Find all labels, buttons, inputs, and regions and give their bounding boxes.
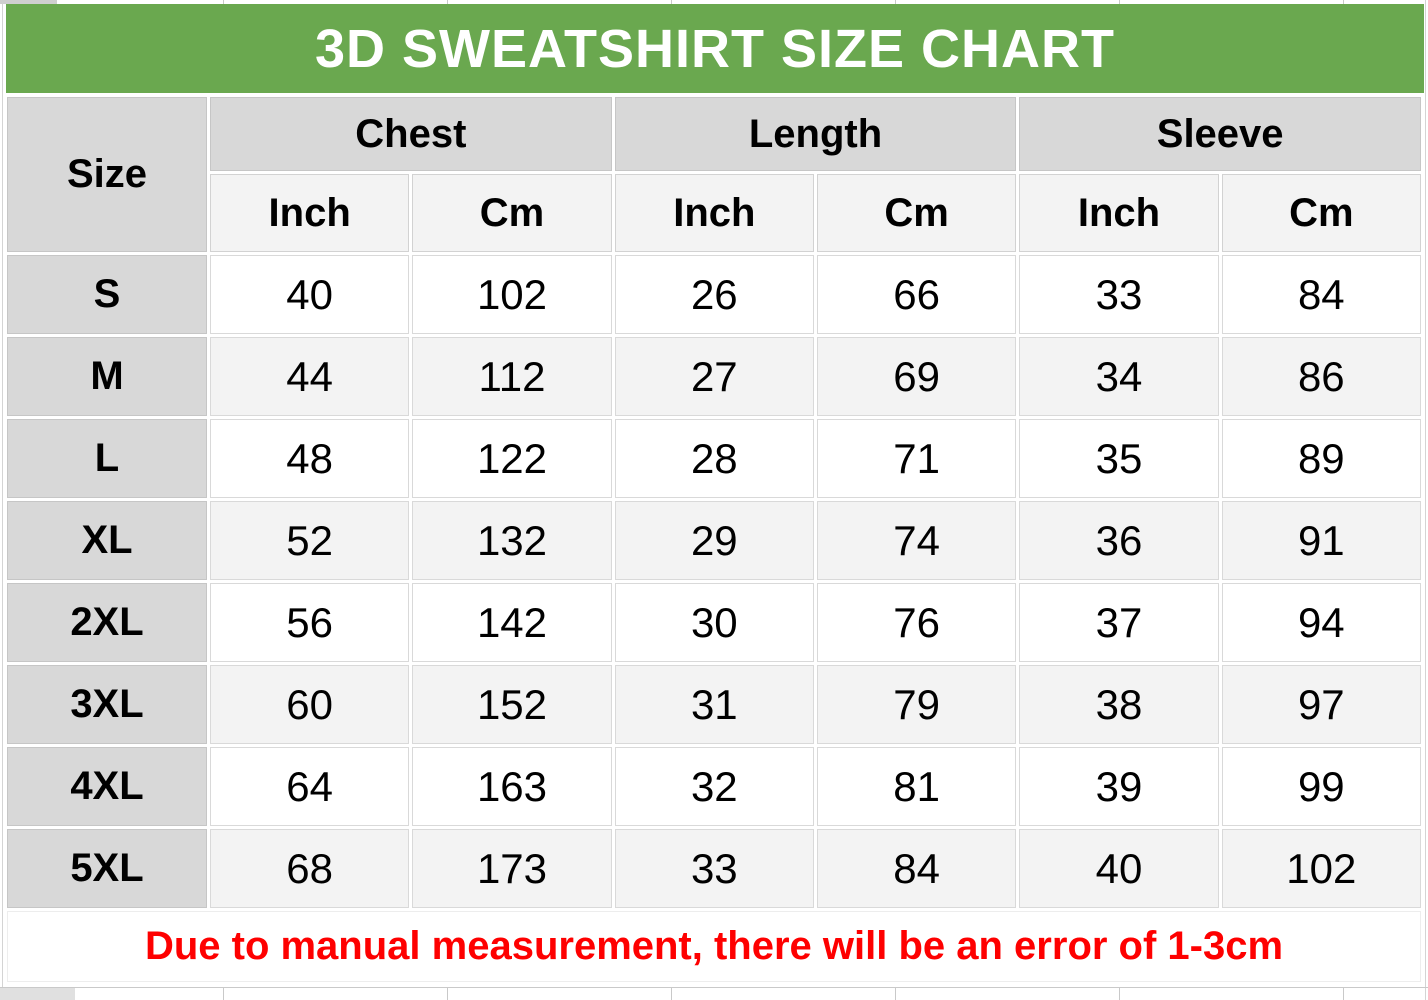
cell-length-cm: 69 [817, 337, 1016, 416]
cell-chest-cm: 142 [412, 583, 611, 662]
size-label: 5XL [7, 829, 207, 908]
spreadsheet-corner-bottom-left [0, 988, 75, 1000]
cell-length-inch: 27 [615, 337, 814, 416]
unit-header-sleeve-inch: Inch [1019, 174, 1218, 252]
size-label: L [7, 419, 207, 498]
size-label: 3XL [7, 665, 207, 744]
table-row-m [7, 337, 1421, 416]
table-row-s [7, 255, 1421, 334]
cell-length-cm: 66 [817, 255, 1016, 334]
cell-sleeve-cm: 89 [1222, 419, 1421, 498]
size-label: S [7, 255, 207, 334]
cell-length-cm: 84 [817, 829, 1016, 908]
cell-chest-inch: 48 [210, 419, 409, 498]
spreadsheet-gridline-left [2, 0, 3, 1000]
cell-chest-cm: 112 [412, 337, 611, 416]
cell-length-inch: 33 [615, 829, 814, 908]
unit-header-length-inch: Inch [615, 174, 814, 252]
cell-length-inch: 31 [615, 665, 814, 744]
cell-length-inch: 30 [615, 583, 814, 662]
cell-length-cm: 74 [817, 501, 1016, 580]
cell-chest-inch: 40 [210, 255, 409, 334]
cell-length-cm: 81 [817, 747, 1016, 826]
cell-sleeve-inch: 36 [1019, 501, 1218, 580]
cell-chest-cm: 132 [412, 501, 611, 580]
spreadsheet-gridline-right [1425, 0, 1426, 1000]
size-label: 2XL [7, 583, 207, 662]
table-row-2xl [7, 583, 1421, 662]
group-header-row [7, 97, 1421, 171]
cell-sleeve-inch: 39 [1019, 747, 1218, 826]
cell-sleeve-cm: 97 [1222, 665, 1421, 744]
cell-chest-inch: 44 [210, 337, 409, 416]
group-header-length: Length [615, 97, 1017, 171]
cell-sleeve-cm: 91 [1222, 501, 1421, 580]
table-row-3xl [7, 665, 1421, 744]
cell-sleeve-inch: 33 [1019, 255, 1218, 334]
note-row [7, 911, 1421, 982]
page-title: 3D SWEATSHIRT SIZE CHART [314, 18, 1115, 79]
cell-chest-cm: 163 [412, 747, 611, 826]
spreadsheet-gridline-bottom [0, 987, 1428, 1000]
cell-sleeve-inch: 35 [1019, 419, 1218, 498]
cell-sleeve-inch: 34 [1019, 337, 1218, 416]
table-row-l [7, 419, 1421, 498]
cell-chest-inch: 68 [210, 829, 409, 908]
table-row-xl [7, 501, 1421, 580]
cell-chest-inch: 56 [210, 583, 409, 662]
cell-length-cm: 76 [817, 583, 1016, 662]
cell-chest-cm: 152 [412, 665, 611, 744]
cell-chest-inch: 52 [210, 501, 409, 580]
size-chart-table [4, 94, 1424, 985]
cell-length-inch: 28 [615, 419, 814, 498]
cell-chest-cm: 102 [412, 255, 611, 334]
size-column-header: Size [7, 97, 207, 252]
unit-header-length-cm: Cm [817, 174, 1016, 252]
cell-sleeve-inch: 40 [1019, 829, 1218, 908]
unit-header-chest-cm: Cm [412, 174, 611, 252]
cell-sleeve-inch: 38 [1019, 665, 1218, 744]
cell-length-inch: 26 [615, 255, 814, 334]
cell-chest-cm: 173 [412, 829, 611, 908]
cell-length-inch: 32 [615, 747, 814, 826]
measurement-note: Due to manual measurement, there will be an error of 1-3cm [7, 911, 1421, 982]
cell-length-cm: 71 [817, 419, 1016, 498]
cell-length-inch: 29 [615, 501, 814, 580]
table-row-5xl [7, 829, 1421, 908]
unit-header-chest-inch: Inch [210, 174, 409, 252]
group-header-sleeve: Sleeve [1019, 97, 1421, 171]
cell-chest-cm: 122 [412, 419, 611, 498]
title-banner [6, 4, 1424, 93]
cell-sleeve-inch: 37 [1019, 583, 1218, 662]
table-row-4xl [7, 747, 1421, 826]
size-label: M [7, 337, 207, 416]
unit-header-row [7, 174, 1421, 252]
group-header-chest: Chest [210, 97, 612, 171]
cell-chest-inch: 60 [210, 665, 409, 744]
cell-sleeve-cm: 84 [1222, 255, 1421, 334]
cell-length-cm: 79 [817, 665, 1016, 744]
cell-sleeve-cm: 99 [1222, 747, 1421, 826]
cell-sleeve-cm: 102 [1222, 829, 1421, 908]
cell-sleeve-cm: 94 [1222, 583, 1421, 662]
size-label: 4XL [7, 747, 207, 826]
cell-chest-inch: 64 [210, 747, 409, 826]
unit-header-sleeve-cm: Cm [1222, 174, 1421, 252]
cell-sleeve-cm: 86 [1222, 337, 1421, 416]
size-label: XL [7, 501, 207, 580]
